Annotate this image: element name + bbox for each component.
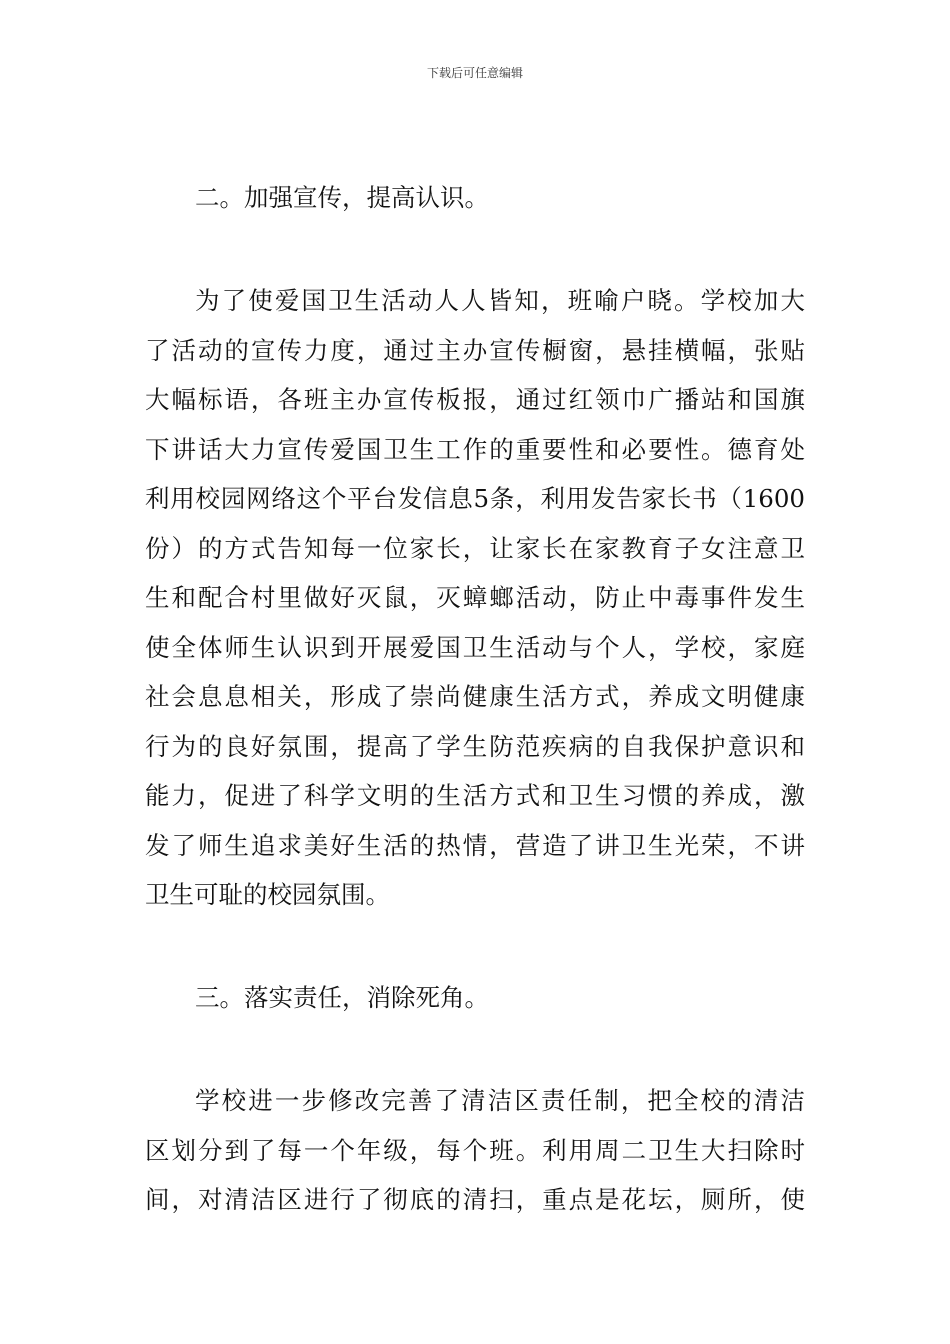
paragraph-line: 生和配合村里做好灭鼠，灭蟑螂活动，防止中毒事件发生	[145, 583, 805, 612]
paragraph-line: 间，对清洁区进行了彻底的清扫，重点是花坛，厕所，使	[145, 1185, 805, 1214]
paragraph-line: 了活动的宣传力度，通过主办宣传橱窗，悬挂横幅，张贴	[145, 336, 805, 365]
page-header: 下载后可任意编辑	[426, 66, 523, 80]
paragraph-line: 行为的良好氛围，提高了学生防范疾病的自我保护意识和	[145, 732, 805, 761]
paragraph-line: 学校进一步修改完善了清洁区责任制，把全校的清洁	[195, 1086, 805, 1115]
section-heading: 二。加强宣传，提高认识。	[195, 183, 489, 212]
paragraph-line: 区划分到了每一个年级，每个班。利用周二卫生大扫除时	[145, 1136, 805, 1165]
paragraph-line: 发了师生追求美好生活的热情，营造了讲卫生光荣，不讲	[145, 831, 805, 860]
paragraph-line: 大幅标语，各班主办宣传板报，通过红领巾广播站和国旗	[145, 385, 805, 414]
paragraph-line: 下讲话大力宣传爱国卫生工作的重要性和必要性。德育处	[145, 435, 805, 464]
paragraph-line: 使全体师生认识到开展爱国卫生活动与个人，学校，家庭	[145, 633, 805, 662]
paragraph-line: 能力，促进了科学文明的生活方式和卫生习惯的养成，激	[145, 781, 805, 810]
paragraph-line: 社会息息相关，形成了崇尚健康生活方式，养成文明健康	[145, 682, 805, 711]
paragraph-line: 为了使爱国卫生活动人人皆知，班喻户晓。学校加大	[195, 286, 805, 315]
paragraph-line: 利用校园网络这个平台发信息5条，利用发告家长书（1600	[145, 484, 805, 513]
paragraph-line: 卫生可耻的校园氛围。	[145, 880, 390, 909]
paragraph-line: 份）的方式告知每一位家长，让家长在家教育子女注意卫	[145, 534, 805, 563]
section-heading: 三。落实责任，消除死角。	[195, 983, 489, 1012]
